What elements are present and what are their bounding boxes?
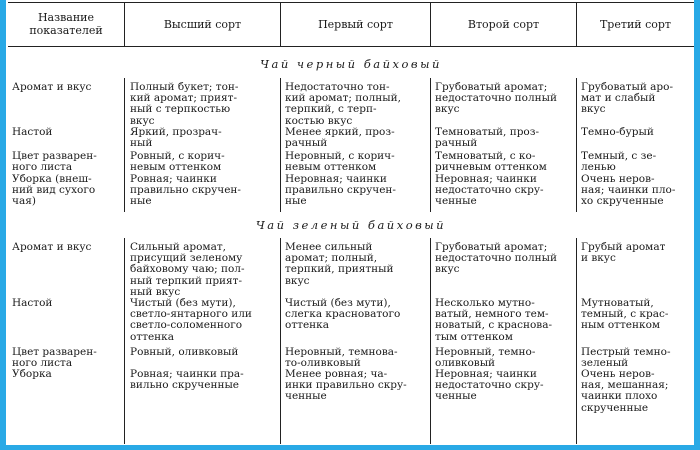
black-first-aroma: Недостаточно тон- кий аромат; полный, терпкий, с терп- костью вкус bbox=[285, 82, 401, 127]
black-col-divider bbox=[430, 78, 431, 212]
green-second-rolling: Неровная; чаинки недостаточно скру- ченные bbox=[435, 369, 544, 403]
green-first-leaf: Неровный, темнова- то-оливковый bbox=[285, 347, 398, 370]
green-top-rolling: Ровная; чаинки пра- вильно скрученные bbox=[130, 369, 244, 392]
black-second-infusion: Темноватый, проз- рачный bbox=[435, 127, 540, 150]
black-top-leaf: Ровный, с корич- невым оттенком bbox=[130, 151, 225, 174]
black-third-rolling: Очень неров- ная; чаинки пло- хо скрученные bbox=[581, 174, 676, 208]
green-top-infusion: Чистый (без мути), светло-янтарного или светло-соломенного оттенка bbox=[130, 298, 252, 343]
black-label-aroma: Аромат и вкус bbox=[12, 82, 92, 93]
right-blue-frame bbox=[694, 0, 700, 450]
black-first-infusion: Менее яркий, проз- рачный bbox=[285, 127, 395, 150]
header-second-grade: Второй сорт bbox=[467, 17, 540, 31]
green-first-rolling: Менее ровная; ча- инки правильно скру- ченные bbox=[285, 369, 407, 403]
black-col-divider bbox=[280, 78, 281, 212]
black-tea-section-title: Чай черный байховый bbox=[260, 57, 442, 71]
green-first-aroma: Менее сильный аромат; полный, терпкий, приятный вкус bbox=[285, 242, 394, 287]
black-first-rolling: Неровная; чаинки правильно скручен- ные bbox=[285, 174, 396, 208]
green-label-leaf: Цвет разварен- ного листа bbox=[12, 347, 97, 370]
left-blue-frame bbox=[0, 0, 6, 450]
green-top-leaf: Ровный, оливковый bbox=[130, 347, 239, 358]
green-second-aroma: Грубоватый аромат; недостаточно полный вкус bbox=[435, 242, 558, 276]
green-label-rolling: Уборка bbox=[12, 369, 52, 380]
black-first-leaf: Неровный, с корич- невым оттенком bbox=[285, 151, 395, 174]
black-col-divider bbox=[576, 78, 577, 212]
header-top-grade: Высший сорт bbox=[163, 17, 242, 31]
black-third-aroma: Грубоватый аро- мат и слабый вкус bbox=[581, 82, 674, 116]
green-label-infusion: Настой bbox=[12, 298, 53, 309]
header-indicator-name: Название показателей bbox=[29, 11, 103, 37]
green-tea-section-title: Чай зеленый байховый bbox=[255, 218, 447, 232]
black-label-infusion: Настой bbox=[12, 127, 53, 138]
green-col-divider bbox=[124, 238, 125, 444]
bottom-blue-frame bbox=[0, 445, 700, 450]
green-third-infusion: Мутноватый, темный, с крас- ным оттенком bbox=[581, 298, 669, 332]
header-bottom-rule bbox=[8, 46, 694, 47]
black-top-aroma: Полный букет; тон- кий аромат; прият- ный с терпкостью вкус bbox=[130, 82, 239, 127]
black-second-rolling: Неровная; чаинки недостаточно скру- ченные bbox=[435, 174, 544, 208]
black-second-leaf: Темноватый, с ко- ричневым оттенком bbox=[435, 151, 547, 174]
green-first-infusion: Чистый (без мути), слегка красноватого оттенка bbox=[285, 298, 401, 332]
green-second-leaf: Неровный, темно- оливковый bbox=[435, 347, 536, 370]
green-label-aroma: Аромат и вкус bbox=[12, 242, 92, 253]
table-top-rule bbox=[8, 2, 694, 3]
tea-grade-table bbox=[8, 2, 694, 445]
green-col-divider bbox=[280, 238, 281, 444]
green-third-aroma: Грубый аромат и вкус bbox=[581, 242, 666, 265]
header-third-grade: Третий сорт bbox=[599, 17, 672, 31]
black-label-leaf: Цвет разварен- ного листа bbox=[12, 151, 97, 174]
black-top-rolling: Ровная; чаинки правильно скручен- ные bbox=[130, 174, 241, 208]
black-third-leaf: Темный, с зе- ленью bbox=[581, 151, 657, 174]
green-col-divider bbox=[430, 238, 431, 444]
green-second-infusion: Несколько мутно- ватый, немного тем- новатый, с краснова- тым оттенком bbox=[435, 298, 553, 343]
black-label-rolling: Уборка (внеш- ний вид сухого чая) bbox=[12, 174, 96, 208]
green-col-divider bbox=[576, 238, 577, 444]
black-third-infusion: Темно-бурый bbox=[581, 127, 654, 138]
green-top-aroma: Сильный аромат, присущий зеленому байховому чаю; пол- ный терпкий прият- ный вкус bbox=[130, 242, 245, 298]
black-second-aroma: Грубоватый аромат; недостаточно полный вкус bbox=[435, 82, 558, 116]
header-first-grade: Первый сорт bbox=[318, 17, 393, 31]
green-third-leaf: Пестрый темно- зеленый bbox=[581, 347, 671, 370]
black-col-divider bbox=[124, 78, 125, 212]
green-third-rolling: Очень неров- ная, мешанная; чаинки плохо скрученные bbox=[581, 369, 669, 414]
black-top-infusion: Яркий, прозрач- ный bbox=[130, 127, 222, 150]
